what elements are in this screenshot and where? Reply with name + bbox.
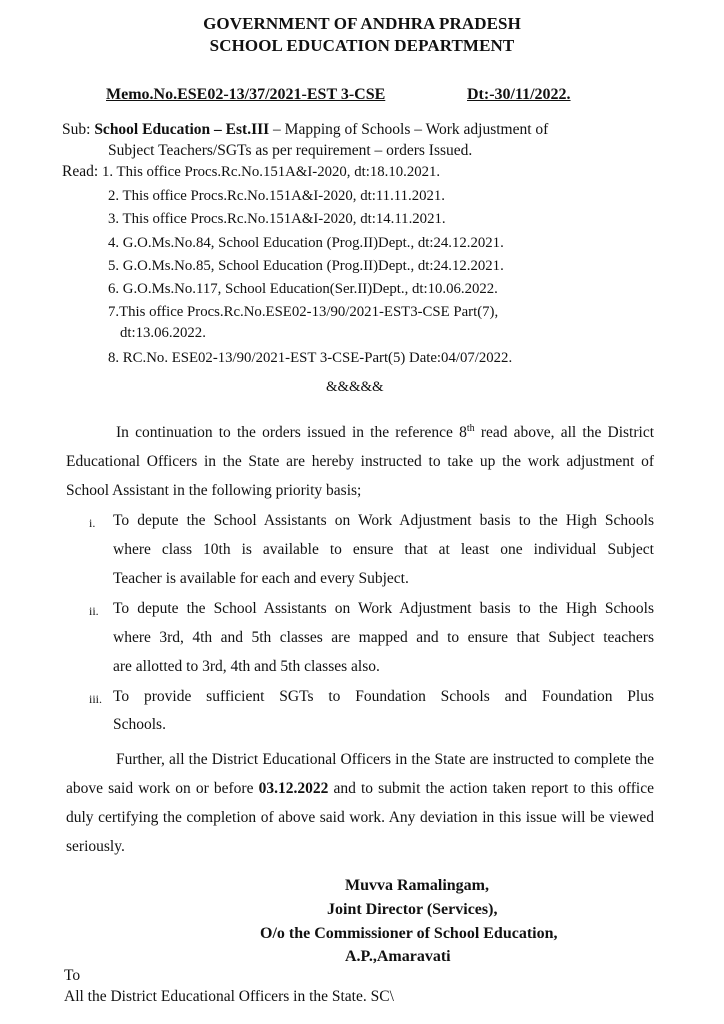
read-label: Read: — [62, 163, 99, 180]
paragraph-continuation-orders — [66, 418, 654, 505]
priority-numeral: iii. — [89, 692, 103, 706]
para1-text-start: In continuation to the orders issued in the reference 8 — [116, 424, 467, 441]
para1-superscript: th — [466, 422, 475, 434]
priority-item-line: where class 10th is available to ensure that at least one individual Subject — [113, 541, 654, 558]
separator-ampersands: &&&&& — [326, 379, 384, 395]
read-item-continuation: dt:13.06.2022. — [120, 325, 206, 341]
signatory-name: Muvva Ramalingam, — [345, 877, 489, 894]
subject-line — [62, 121, 548, 139]
read-item: 1. This office Procs.Rc.No.151A&I-2020, dt:18.10.2021. — [102, 164, 441, 180]
subject-line2: Subject Teachers/SGTs as per requirement – orders Issued. — [108, 142, 473, 159]
para2-text-start: Further, all the District Educational Officers in the State are instructed to complete the above said work on or before — [66, 751, 654, 797]
recipients: All the District Educational Officers in the State. SC\ — [64, 988, 394, 1005]
priority-item-line: Teacher is available for each and every Subject. — [113, 570, 409, 587]
read-item: 3. This office Procs.Rc.No.151A&I-2020, dt:14.11.2021. — [108, 211, 446, 227]
read-item: 7.This office Procs.Rc.No.ESE02-13/90/2021-EST3-CSE Part(7), — [108, 304, 499, 320]
read-item: 2. This office Procs.Rc.No.151A&I-2020, dt:11.11.2021. — [108, 188, 446, 204]
memo-date: Dt:-30/11/2022. — [467, 86, 571, 103]
read-item: 4. G.O.Ms.No.84, School Education (Prog.II)Dept., dt:24.12.2021. — [108, 235, 504, 251]
read-item: 6. G.O.Ms.No.117, School Education(Ser.II)Dept., dt:10.06.2022. — [108, 281, 498, 297]
para2-text-end: and to submit the action taken report to this office duly certifying the completion of above said work. Any deviation in this issue will be viewed seriously. — [66, 780, 654, 855]
paragraph-deadline-instructions — [66, 745, 654, 861]
priority-item-line: where 3rd, 4th and 5th classes are mapped and to ensure that Subject teachers — [113, 629, 654, 646]
priority-numeral: ii. — [89, 604, 99, 618]
read-item: 5. G.O.Ms.No.85, School Education (Prog.II)Dept., dt:24.12.2021. — [108, 258, 504, 274]
priority-item-line: are allotted to 3rd, 4th and 5th classes also. — [113, 658, 380, 675]
subject-bold: School Education – Est.III — [94, 121, 270, 138]
signatory-office: O/o the Commissioner of School Education, — [260, 925, 558, 942]
para1-text-end: read above, all the District Educational Officers in the State are hereby instructed to take up the work adjustment of School Assistant in the following priority basis; — [66, 424, 655, 499]
memo-number: Memo.No.ESE02-13/37/2021-EST 3-CSE — [106, 86, 386, 103]
subject-label: Sub: — [62, 121, 91, 138]
priority-item-line: To depute the School Assistants on Work Adjustment basis to the High Schools — [113, 600, 654, 617]
signatory-place: A.P.,Amaravati — [345, 948, 451, 965]
deadline-date: 03.12.2022 — [258, 780, 329, 797]
priority-item-line: Schools. — [113, 716, 166, 733]
priority-item-line: To depute the School Assistants on Work Adjustment basis to the High Schools — [113, 512, 654, 529]
priority-numeral: i. — [89, 516, 96, 530]
subject-rest: – Mapping of Schools – Work adjustment of — [269, 121, 549, 138]
signatory-title: Joint Director (Services), — [327, 901, 498, 918]
priority-item-line: To provide sufficient SGTs to Foundation Schools and Foundation Plus — [113, 688, 654, 705]
department-title-line1: GOVERNMENT OF ANDHRA PRADESH — [203, 14, 521, 33]
department-title-line2: SCHOOL EDUCATION DEPARTMENT — [209, 36, 515, 55]
read-item: 8. RC.No. ESE02-13/90/2021-EST 3-CSE-Part(5) Date:04/07/2022. — [108, 350, 513, 366]
to-label: To — [64, 967, 81, 984]
